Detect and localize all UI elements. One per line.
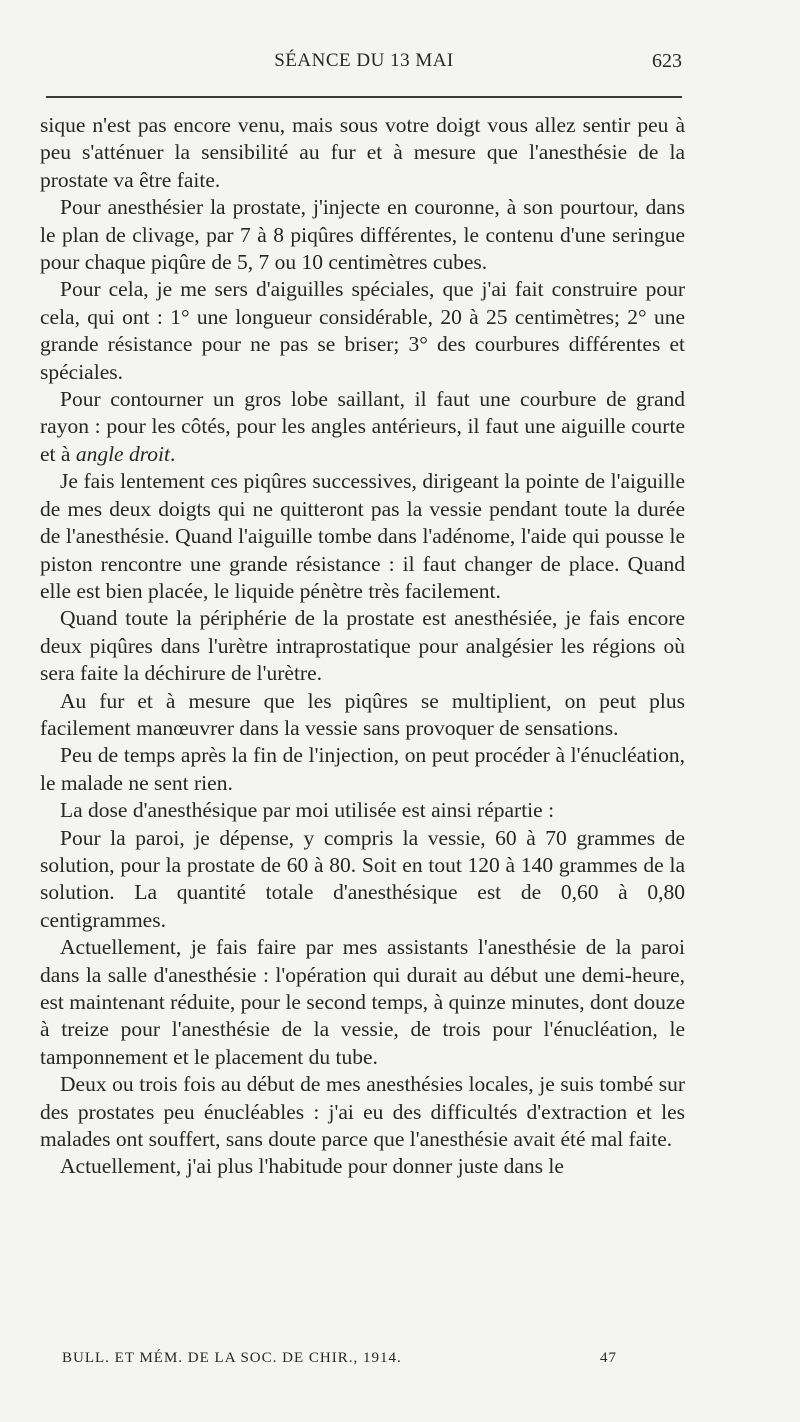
paragraph: Pour anesthésier la prostate, j'injecte en couronne, à son pourtour, dans le plan de clivage, par 7 à 8 piqûres différentes, le contenu d'une seringue pour chaque piqûre de 5, 7 ou 10 centimètres cubes. [40,195,685,275]
signature-mark: 47 [600,1350,617,1366]
paragraph [40,386,685,468]
journal-citation: BULL. ET MÉM. DE LA SOC. DE CHIR., 1914. [62,1350,402,1366]
paragraph: Pour la paroi, je dépense, y compris la vessie, 60 à 70 grammes de solution, pour la prostate de 60 à 80. Soit en tout 120 à 140 grammes de la solution. La quantité totale d'anesthésique est de 0,60 à 0,80 centigrammes. [40,825,685,932]
paragraph-text: . [169,441,176,466]
italic-phrase: angle droit [75,441,170,466]
paragraph: Quand toute la périphérie de la prostate est anesthésiée, je fais encore deux piqûres dans l'urètre intraprostatique pour analgésier les régions où sera faite la déchirure de l'urètre. [40,606,685,686]
paragraph: La dose d'anesthésique par moi utilisée est ainsi répartie : [60,798,555,823]
page-header [46,50,682,80]
paragraph: Actuellement, j'ai plus l'habitude pour donner juste dans le [60,1154,564,1179]
paragraph: Au fur et à mesure que les piqûres se multiplient, on peut plus facilement manœuvrer dans la vessie sans provoquer de sensations. [40,688,685,740]
header-rule [46,96,682,98]
paragraph-text: Pour contourner un gros lobe saillant, il faut une courbure de grand rayon : pour les côtés, pour les angles antérieurs, il faut une aiguille courte et à [40,387,685,466]
paragraph: sique n'est pas encore venu, mais sous votre doigt vous allez sentir peu à peu s'atténuer la sensibilité au fur et à mesure que l'anesthésie de la prostate va être faite. [40,113,685,192]
paragraph: Je fais lentement ces piqûres successives, dirigeant la pointe de l'aiguille de mes deux doigts qui ne quitteront pas la vessie pendant toute la durée de l'anesthésie. Quand l'aiguille tombe dans l'adénome, l'aide qui pousse le piston rencontre une grande résistance : il faut changer de place. Quand elle est bien placée, le liquide pénètre très facilement. [40,469,685,603]
paragraph: Deux ou trois fois au début de mes anesthésies locales, je suis tombé sur des prostates peu énucléables : j'ai eu des difficultés d'extraction et les malades ont souffert, sans doute parce que l'anesthésie avait été mal faite. [40,1072,685,1152]
body-text [40,112,685,1181]
paragraph: Pour cela, je me sers d'aiguilles spéciales, que j'ai fait construire pour cela, qui ont : 1° une longueur considérable, 20 à 25 centimètres; 2° une grande résistance pour ne pas se briser; 3° des courbures différentes et spéciales. [40,277,685,384]
paragraph: Peu de temps après la fin de l'injection, on peut procéder à l'énucléation, le malade ne sent rien. [40,743,685,795]
running-head: SÉANCE DU 13 MAI [274,50,454,71]
paragraph: Actuellement, je fais faire par mes assistants l'anesthésie de la paroi dans la salle d'anesthésie : l'opération qui durait au début une demi-heure, est maintenant réduite, pour le second temps, à quinze minutes, dont douze à treize pour l'anesthésie de la vessie, de trois pour l'énucléation, le tamponnement et le placement du tube. [40,935,685,1069]
page-number: 623 [652,50,682,72]
page-footer [62,1350,617,1376]
